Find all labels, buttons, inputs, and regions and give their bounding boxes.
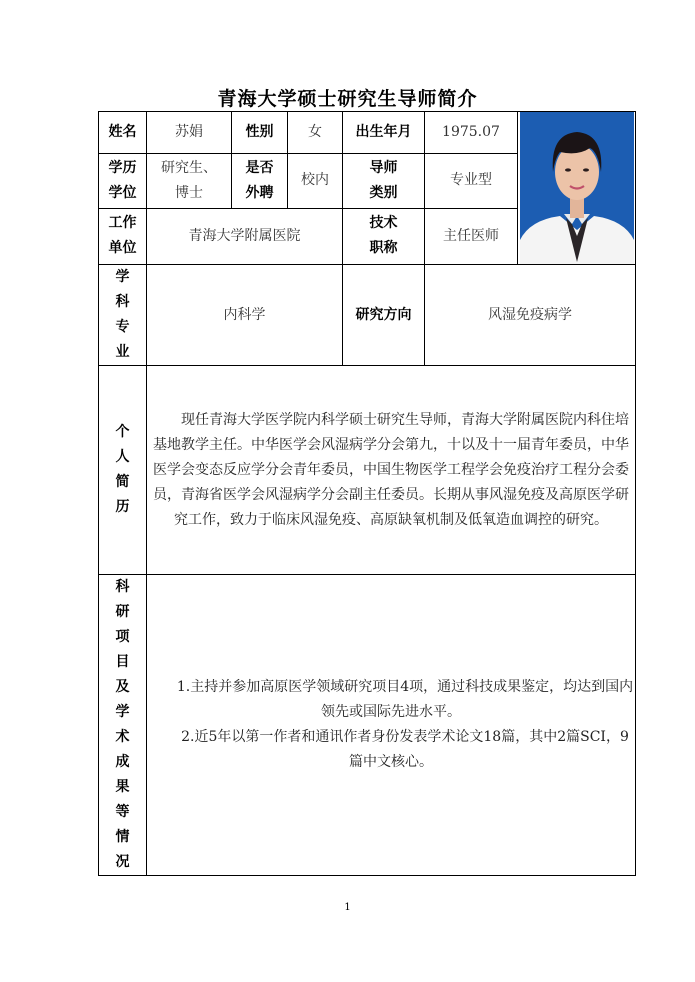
research-achievements-cell — [147, 575, 636, 876]
gender-label: 性别 — [232, 112, 288, 154]
birth-label: 出生年月 — [343, 112, 425, 154]
work-unit-value: 青海大学附属医院 — [147, 208, 343, 264]
bio-paragraph: 现任青海大学医学院内科学硕士研究生导师，青海大学附属医院内科住培基地教学主任。中华医学会风湿病学分会第九，十以及十一届青年委员，中华医学会变态反应学分会青年委员，中国生物医学工程学会免疫治疗工程分会委员，青海省医学会风湿病学分会副主任委员。长期从事风湿免疫及高原医学研究工作，致力于临床风湿免疫、高原缺氧机制及低氧造血调控的研究。 — [153, 411, 629, 528]
name-label: 姓名 — [99, 112, 147, 154]
education-value: 研究生、 博士 — [147, 154, 232, 208]
photo-cell — [518, 112, 636, 265]
achievement-item-2: 2.近5年以第一作者和通讯作者身份发表学术论文18篇，其中2篇SCI，9篇中文核心。 — [181, 729, 629, 770]
portrait-photo — [520, 112, 634, 264]
supervisor-type-label: 导师 类别 — [343, 154, 425, 208]
bio-text-cell — [147, 366, 636, 575]
research-direction-label: 研究方向 — [343, 265, 425, 366]
external-hire-value: 校内 — [288, 154, 343, 208]
gender-value: 女 — [288, 112, 343, 154]
document-title: 青海大学硕士研究生导师简介 — [217, 88, 478, 110]
bio-label: 个 人 简 历 — [99, 366, 147, 575]
discipline-value: 内科学 — [147, 265, 343, 366]
supervisor-type-value: 专业型 — [425, 154, 518, 208]
profile-table — [98, 111, 636, 876]
name-value: 苏娟 — [147, 112, 232, 154]
work-unit-label: 工作 单位 — [99, 208, 147, 264]
tech-title-value: 主任医师 — [425, 208, 518, 264]
achievement-item-1: 1.主持并参加高原医学领域研究项目4项，通过科技成果鉴定，均达到国内领先或国际先进水平。 — [176, 679, 634, 720]
education-label: 学历 学位 — [99, 154, 147, 208]
research-direction-value: 风湿免疫病学 — [425, 265, 636, 366]
portrait-illustration — [520, 112, 634, 264]
discipline-label: 学 科 专 业 — [99, 265, 147, 366]
research-achievements-label: 科 研 项 目 及 学 术 成 果 等 情 况 — [99, 575, 147, 876]
tech-title-label: 技术 职称 — [343, 208, 425, 264]
birth-value: 1975.07 — [425, 112, 518, 154]
page-number: 1 — [344, 902, 351, 913]
external-hire-label: 是否 外聘 — [232, 154, 288, 208]
